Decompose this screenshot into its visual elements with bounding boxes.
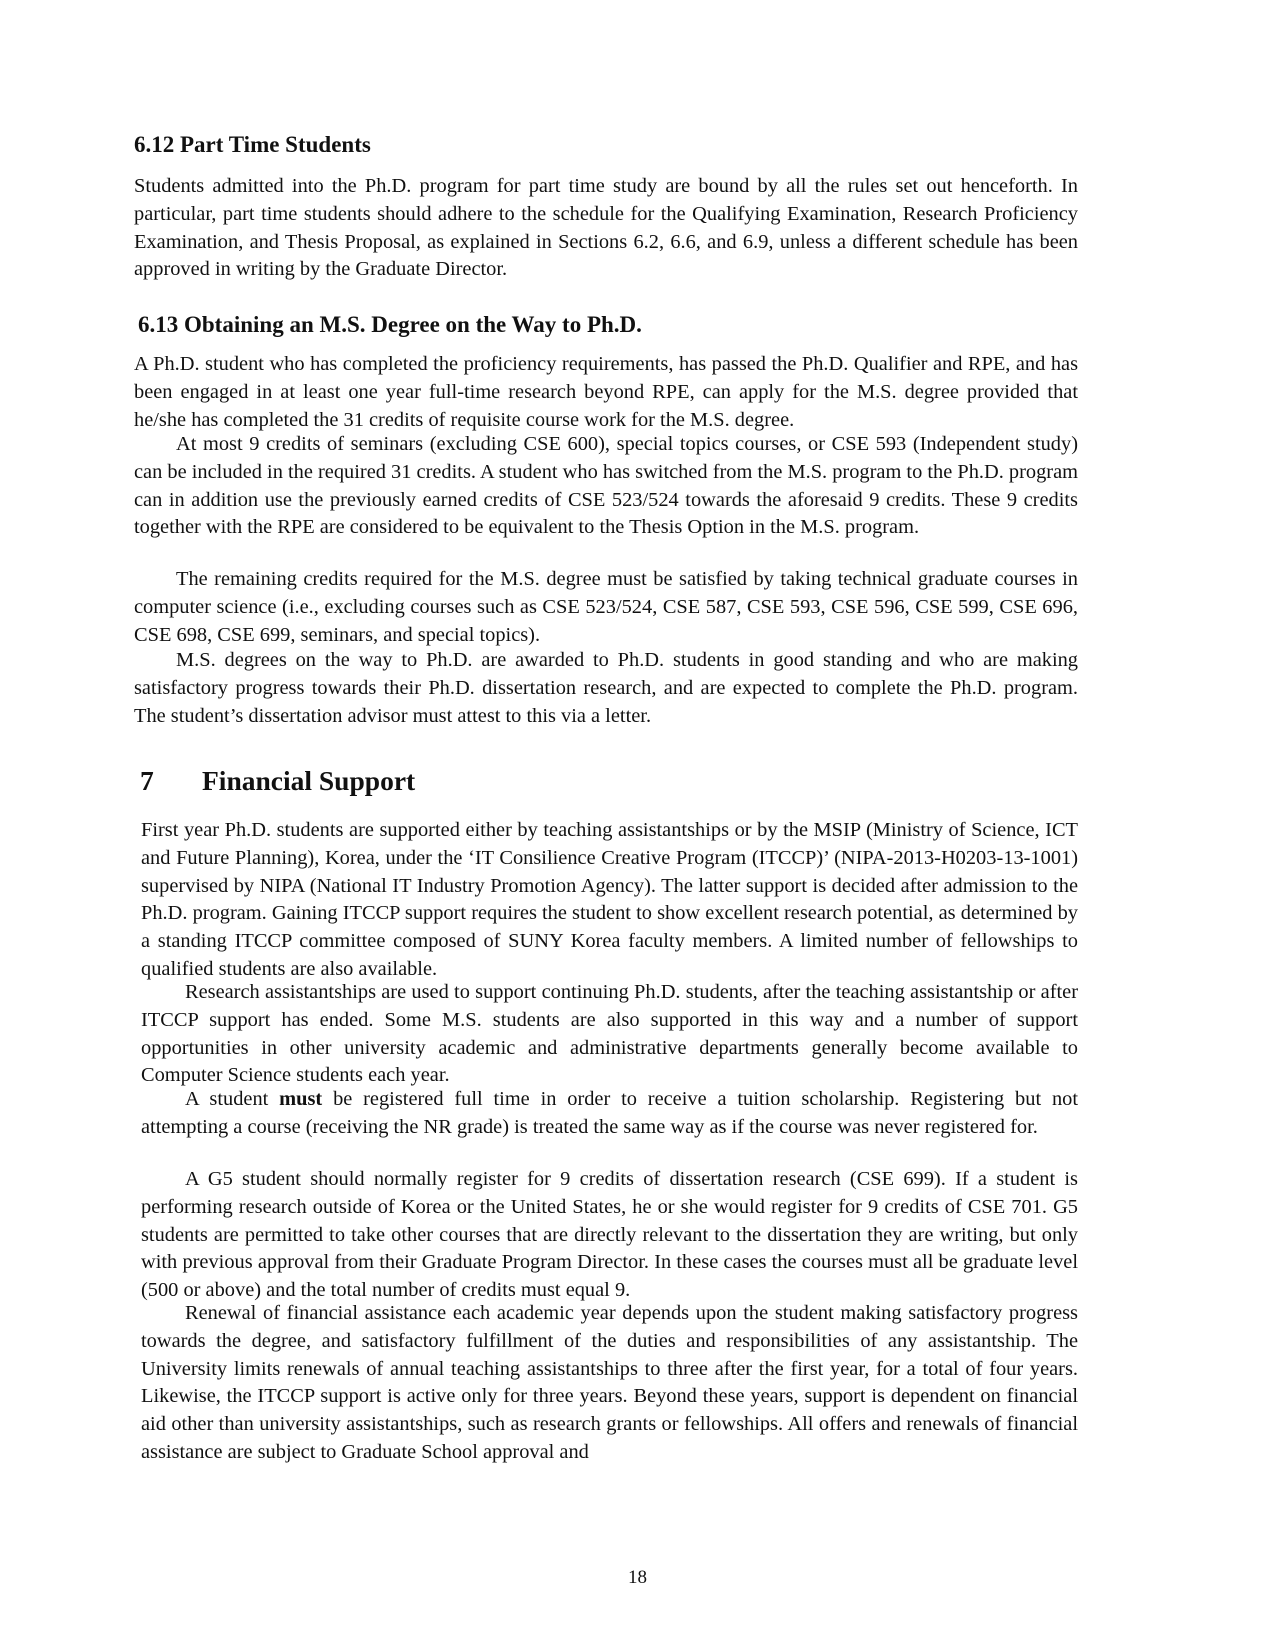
paragraph-3-text-before: A student <box>185 1088 280 1110</box>
section-7-paragraph-2: Research assistantships are used to support continuing Ph.D. students, after the teaching assistantship or after ITCCP support has ended. Some M.S. students are also supported in this way and a number of support opportunities in other university academic and administrative departments generally become available to Computer Science students each year. <box>141 981 1078 1087</box>
section-7-paragraph-1: First year Ph.D. students are supported either by teaching assistantships or by the MSIP (Ministry of Science, ICT and Future Planning), Korea, under the ‘IT Consilience Creative Program (ITCCP)’ (NIPA-2013-H0203-13-1001) supervised by NIPA (National IT Industry Promotion Agency). The latter support is decided after admission to the Ph.D. program. Gaining ITCCP support requires the student to show excellent research potential, as determined by a standing ITCCP committee composed of SUNY Korea faculty members. A limited number of fellowships to qualified students are also available. <box>141 819 1078 980</box>
section-7-paragraph-4: A G5 student should normally register for 9 credits of dissertation research (CSE 699). If a student is performing research outside of Korea or the United States, he or she would register for 9 credits of CSE 701. G5 students are permitted to take other courses that are directly relevant to the dissertation they are writing, but only with previous approval from their Graduate Program Director. In these cases the courses must all be graduate level (500 or above) and the total number of credits must equal 9. <box>141 1168 1078 1302</box>
section-7-title: Financial Support <box>202 765 416 796</box>
section-6-13-paragraph-1: A Ph.D. student who has completed the proficiency requirements, has passed the Ph.D. Qualifier and RPE, and has been engaged in at least one year full-time research beyond RPE, can apply for the M.S. degree provided that he/she has completed the 31 credits of requisite course work for the M.S. degree. <box>134 353 1078 431</box>
section-7-number: 7 <box>140 765 154 796</box>
section-7-paragraph-3 <box>141 1086 1078 1142</box>
section-6-13-paragraph-4: M.S. degrees on the way to Ph.D. are awarded to Ph.D. students in good standing and who are making satisfactory progress towards their Ph.D. dissertation research, and are expected to complete the Ph.D. program. The student’s dissertation advisor must attest to this via a letter. <box>134 649 1078 727</box>
emphasis-must: must <box>279 1088 323 1110</box>
section-6-12-paragraph-1: Students admitted into the Ph.D. program for part time study are bound by all the rules set out henceforth. In particular, part time students should adhere to the schedule for the Qualifying Examination, Research Proficiency Examination, and Thesis Proposal, as explained in Sections 6.2, 6.6, and 6.9, unless a different schedule has been approved in writing by the Graduate Director. <box>134 175 1078 281</box>
section-7-paragraph-5: Renewal of financial assistance each academic year depends upon the student making satisfactory progress towards the degree, and satisfactory fulfillment of the duties and responsibilities of any assistantship. The University limits renewals of annual teaching assistantships to three after the first year, for a total of four years. Likewise, the ITCCP support is active only for three years. Beyond these years, support is dependent on financial aid other than university assistantships, such as research grants or fellowships. All offers and renewals of financial assistance are subject to Graduate School approval and <box>141 1302 1078 1463</box>
paragraph-3-text-after: be registered full time in order to receive a tuition scholarship. Registering but not attempting a course (receiving the NR grade) is treated the same way as if the course was never registered for. <box>141 1088 1079 1138</box>
section-6-13-paragraph-2: At most 9 credits of seminars (excluding CSE 600), special topics courses, or CSE 593 (Independent study) can be included in the required 31 credits. A student who has switched from the M.S. program to the Ph.D. program can in addition use the previously earned credits of CSE 523/524 towards the aforesaid 9 credits. These 9 credits together with the RPE are considered to be equivalent to the Thesis Option in the M.S. program. <box>134 433 1079 539</box>
section-6-12-heading: 6.12 Part Time Students <box>134 132 371 157</box>
section-7-heading <box>140 765 415 797</box>
page-number: 18 <box>628 1567 647 1588</box>
section-6-13-paragraph-3: The remaining credits required for the M.S. degree must be satisfied by taking technical graduate courses in computer science (i.e., excluding courses such as CSE 523/524, CSE 587, CSE 593, CSE 596, CSE 599, CSE 696, CSE 698, CSE 699, seminars, and special topics). <box>134 568 1078 646</box>
section-6-13-heading: 6.13 Obtaining an M.S. Degree on the Way to Ph.D. <box>138 312 642 337</box>
